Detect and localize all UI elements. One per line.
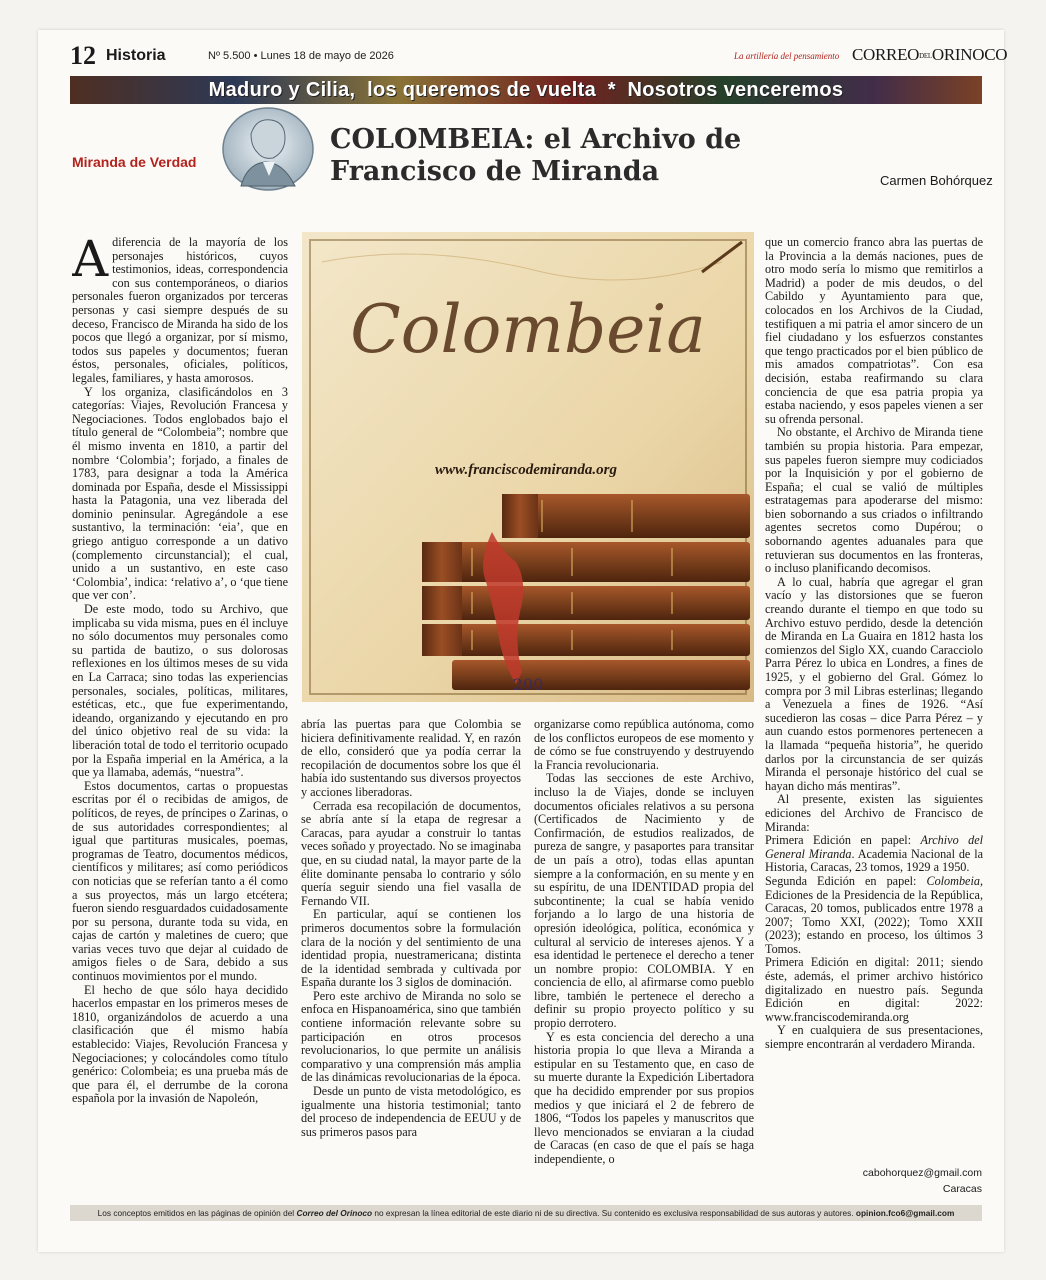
paragraph: Adiferencia de la mayoría de los personajes históricos, cuyos testimonios, ideas, correspondencia con sus contemporáneos, o diarios personales fueron organizados por terceras personas y casi siempre después de su deceso, Francisco de Miranda ha sido de los pocos que llegó a organizar, por sí mismo, todos sus papeles y documentos; fueran éstos, personales, oficiales, políticos, legales, familiares, y hasta amorosos. [72,236,288,385]
image-url-text: www.franciscodemiranda.org [435,462,617,478]
paper-logo: CORREODELORINOCO [852,45,1008,64]
author-email[interactable]: cabohorquez@gmail.com [862,1167,982,1179]
paragraph: Desde un punto de vista metodológico, es igualmente una historia testimonial; tanto del proceso de independencia de EEUU y de sus primeros pasos para [301,1084,521,1139]
paragraph: Estos documentos, cartas o propuestas escritas por él o recibidas de amigos, de políticos, de reyes, de príncipes o Zarinas, o de sus autoridades correspondientes; al igual que partituras musicales, poemas, programas de Teatro, documentos médicos, científicos y militares; así como periódicos con noticias que se referían tanto a él como a sus proyectos, más un largo etcétera; fueron siendo resguardados cuidadosamente por su persona, durante toda su vida, en cajas de cartón y maletines de cuero; que varias veces tuvo que dejar al cuidado de amigos fieles o de Sara, debido a sus continuos movimientos por el mundo. [72,778,288,984]
edition-entry: Segunda Edición en papel: Colombeia, Ediciones de la Presidencia de la República, Caracas, 20 tomos, publicados entre 1978 a 2007; Tomo XXI, (2022); Tomo XXII (2023); estando en proceso, los últimos 3 Tomos. [765,873,983,956]
issue-info: Nº 5.500 • Lunes 18 de mayo de 2026 [208,50,394,62]
paragraph: Pero este archivo de Miranda no solo se enfoca en Hispanoamérica, sino que también contiene información relevante sobre su participación en otros procesos revolucionarios, lo que permite un análisis comparativo y una comprensión más amplia de las dinámicas revolucionarias de la época. [301,988,521,1085]
newspaper-page [38,30,1008,1252]
drop-cap: A [72,236,109,288]
paragraph: abría las puertas para que Colombia se hiciera definitivamente realidad. Y, en razón de ello, consideró que ya podía cerrar la recopilación de documentos sobre los que él había ido sustentando sus diversos proyectos y acciones liberadoras. [301,718,521,799]
colombeia-books-photo [302,232,754,702]
edition-entry: Primera Edición en digital: 2011; siendo éste, además, el primer archivo histórico digitalizado en nuestro país. Segunda Edición en digital: 2022: www.franciscodemiranda.org [765,955,983,1024]
article-column-4 [765,236,983,1158]
banner-text: Maduro y Cilia, los queremos de vuelta * Nosotros venceremos [208,79,844,101]
bicentennial-badge: 200 [512,675,544,694]
paragraph: Todas las secciones de este Archivo, incluso la de Viajes, donde se incluyen documentos oficiales relativos a su persona (Certificados de Nacimiento y de Confirmación, de estudios realizados, de pureza de sangre, y pasaportes para transitar de un país a otro), todas ellas apuntan siempre a la conformación, en su mente y en su espíritu, de una IDENTIDAD propia del subcontinente; la cual se había venido forjando a lo largo de una historia de opresión ideológica, política, económica y cultural al servicio de intereses ajenos. Y a esa identidad le pertenece el derecho a tener un nombre propio: COLOMBIA. Y en conciencia de ello, al afirmarse como pueblo libre, también le pertenece el derecho a definir su propio proyecto político y su propio derrotero. [534,771,754,1031]
section-name: Historia [106,47,166,64]
image-caption-word: Colombeia [350,291,706,368]
page-header [70,41,1008,70]
page-footer-disclaimer: Los conceptos emitidos en las páginas de opinión del Correo del Orinoco no expresan la línea editorial de este diario ni de su directiva. Su contenido es exclusiva responsabilidad de sus autoras y autores. opinion.fco6@gmail.com [70,1205,982,1221]
paragraph: que un comercio franco abra las puertas de la Provincia a la demás naciones, pues de otro modo sería lo mismo que remitirlos a Madrid) a poder de mis deudos, o del Cabildo y Ayuntamiento para que, colocados en los Archivos de la Ciudad, testifiquen a mi patria el amor sincero de un fiel ciudadano y los esfuerzos constantes que tengo practicados por el bien público de mis amados compatriotas”. Con esa decisión, estaba reafirmando su clara conciencia de que esa patria propia ya estaba naciendo, y esos papeles vienen a ser su ofrenda personal. [765,236,983,426]
miranda-portrait-icon [221,106,316,192]
paragraph: organizarse como república autónoma, como de los conflictos europeos de ese momento y de cómo se fue construyendo y destruyendo la Francia revolucionaria. [534,718,754,772]
paragraph: Y en cualquiera de sus presentaciones, siempre encontrarán al verdadero Miranda. [765,1023,983,1052]
page-number: 12 [70,41,96,70]
footer-contact-email[interactable]: opinion.fco6@gmail.com [855,1208,955,1218]
paragraph: El hecho de que sólo haya decidido hacerlos empastar en los primeros meses de 1810, organizándolos de acuerdo a una clasificación que él mismo había establecido: Viajes, Revolución Francesa y Negociaciones; y colocándoles como título genérico: Colombeia; es una prueba más de que para él, el derrumbe de la corona española por la invasión de Napoleón, [72,982,288,1106]
author-city: Caracas [942,1183,982,1195]
paragraph: Y es esta conciencia del derecho a una historia propia lo que lleva a Miranda a estipular en su Testamento que, en caso de su muerte durante la Expedición Libertadora que ha decidido emprender por sus propios medios y que iniciará el 2 de febrero de 1806, “Todos los papeles y manuscritos que llevo mencionados se enviaran a la ciudad de Caracas (en caso de que el país se haga independiente, o [534,1029,754,1166]
article-column-2 [301,718,521,1194]
paragraph: En particular, aquí se contienen los primeros documentos sobre la formulación clara de la noción y del sentimiento de una identidad propia, nuestramericana; distinta de la identidad sembrada y cultivada por España durante los 3 siglos de dominación. [301,907,521,990]
paragraph: Al presente, existen las siguientes ediciones del Archivo de Francisco de Miranda: [765,792,983,834]
edition-entry: Primera Edición en papel: Archivo del General Miranda. Academia Nacional de la Historia, Caracas, 23 tomos, 1929 a 1950. [765,833,983,875]
paragraph: Y los organiza, clasificándolos en 3 categorías: Viajes, Revolución Francesa y Negociaciones. Todos englobados bajo el título general de “Colombeia”; nombre que él mismo inventa en 1810, a partir del nombre ‘Colombia’; forjado, a finales de 1783, para designar a toda la América dominada por España, desde el Mississippi hasta la Patagonia, una vez liberada del dominio peninsular. Agregándole a ese sustantivo, la terminación: ‘eia’, que en griego antiguo corresponde a un dativo (complemento circunstancial); el cual, unido a un sustantivo, en este caso ‘Colombia’, indica: ‘relativo a’, o ‘que tiene que ver con’. [72,384,288,603]
article-title: COLOMBEIA: el Archivo de Francisco de Miranda [330,124,742,187]
column-kicker: Miranda de Verdad [72,154,197,170]
paragraph: No obstante, el Archivo de Miranda tiene también su propia historia. Para empezar, sus papeles fueron siempre muy codiciados por la Inquisición y por el gobierno de España; el cual se valió de múltiples estratagemas para apoderarse del mismo: bien sobornando a sus criados o infiltrando agentes secretos como Dupérou; o sobornando agentes aduanales para que retuvieran sus documentos en las fronteras, o incluso planificando decomisos. [765,425,983,576]
article-author: Carmen Bohórquez [880,173,993,188]
paragraph: Cerrada esa recopilación de documentos, se abría ante sí la etapa de regresar a Caracas, para ayudar a construir lo tantas veces soñado y proyectado. No se imaginaba que, en su ciudad natal, la mayor parte de la élite dominante pensaba lo contrario y sólo quería seguir siendo una fiel vasalla de Fernando VII. [301,798,521,908]
paper-tagline: La artillería del pensamiento [734,51,840,61]
paragraph: A lo cual, habría que agregar el gran vacío y las distorsiones que se fueron creando durante el tiempo en que todo su Archivo estuvo perdido, desde la detención de Miranda en La Guaira en 1812 hasta los comienzos del Siglo XX, cuando Caracciolo Parra Pérez lo ubica en Londres, a fines de 1925, y el gobierno del Gral. Gómez lo compra por 3 mil Libras esterlinas; llegando a Venezuela a fines de 1926. “Así sucedieron las cosas – dice Parra Pérez – y aun cuando estos pormenores pertenecen a la llamada “pequeña historia”, he querido darlos por la circunstancia de ser quizás Miranda el personaje histórico del cual se hayan dicho más mentiras”. [765,574,983,793]
article-column-1 [72,236,288,1194]
paragraph: De este modo, todo su Archivo, que implicaba su vida misma, pues en él incluye no sólo documentos muy personales como su partida de bautizo, o sus dolorosas reflexiones en los últimos meses de su vida en La Carraca; sino todas las experiencias personales, sociales, políticas, militares, estéticas, etc., que fue experimentando, ideando, organizando y ejecutando en pro del único objetivo real de su vida: la liberación total de todo el territorio ocupado por la España imperial en la América, a la que ya llamaba, además, “nuestra”. [72,602,288,780]
article-column-3 [534,718,754,1194]
header-banner [70,76,982,104]
